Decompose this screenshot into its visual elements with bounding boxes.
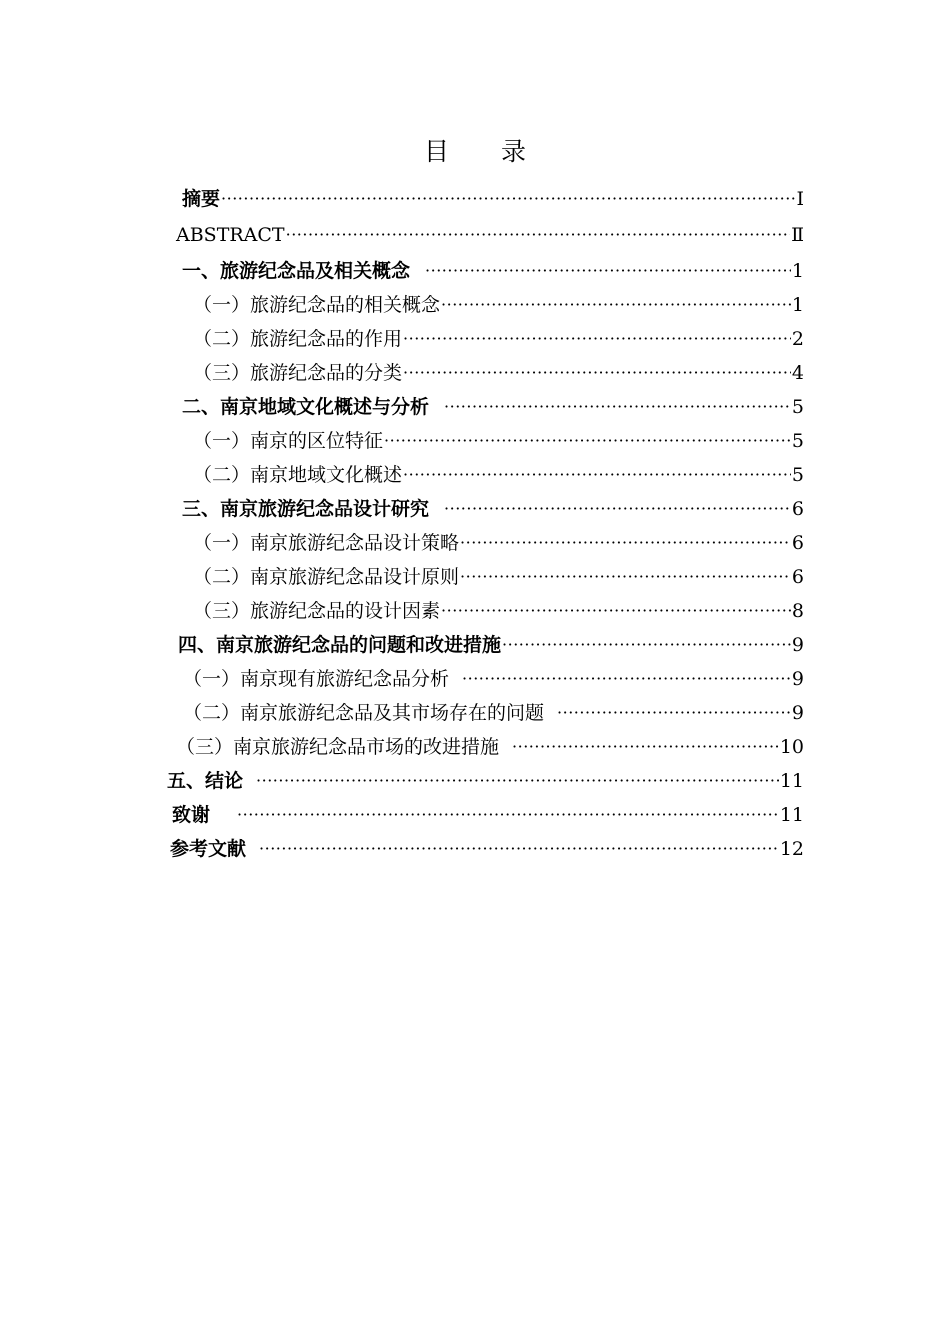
toc-entry-section-2-2[interactable] (193, 460, 804, 490)
toc-entry-section-1-1[interactable] (193, 290, 804, 320)
toc-entry-page: 9 (791, 702, 804, 724)
toc-dot-leader (502, 630, 791, 660)
toc-entry-acknowledgements[interactable] (172, 800, 804, 830)
toc-entry-section-4-1[interactable] (183, 664, 804, 694)
toc-dot-leader (384, 426, 791, 456)
toc-dot-leader (444, 494, 791, 524)
toc-entry-label: （一）南京现有旅游纪念品分析 (183, 668, 450, 690)
toc-entry-page: Ⅱ (791, 224, 804, 246)
toc-dot-leader (462, 664, 791, 694)
toc-entry-section-3-2[interactable] (193, 562, 804, 592)
toc-entry-chapter-2[interactable] (182, 392, 804, 422)
toc-dot-leader (512, 732, 779, 762)
toc-entry-label: （二）旅游纪念品的作用 (193, 328, 403, 350)
toc-dot-leader (441, 596, 791, 626)
toc-entry-page: 11 (779, 804, 804, 826)
toc-dot-leader (256, 766, 779, 796)
toc-entry-page: 10 (779, 736, 804, 758)
toc-entry-label: 二、南京地域文化概述与分析 (182, 396, 430, 418)
toc-entry-page: 6 (791, 566, 804, 588)
toc-entry-label: （二）南京旅游纪念品设计原则 (193, 566, 460, 588)
toc-dot-leader (403, 460, 791, 490)
toc-entry-label: （三）南京旅游纪念品市场的改进措施 (176, 736, 500, 758)
toc-entry-page: 6 (791, 532, 804, 554)
toc-entry-section-4-2[interactable] (183, 698, 804, 728)
toc-dot-leader (259, 834, 779, 864)
toc-entry-label: 三、南京旅游纪念品设计研究 (182, 498, 430, 520)
page-title: 目 录 (424, 137, 548, 166)
toc-entry-page: Ⅰ (796, 188, 804, 210)
toc-entry-section-3-3[interactable] (193, 596, 804, 626)
toc-entry-page: 1 (791, 294, 804, 316)
toc-entry-page: 5 (791, 396, 804, 418)
toc-entry-section-1-3[interactable] (193, 358, 804, 388)
toc-entry-page: 9 (791, 634, 804, 656)
toc-entry-page: 9 (791, 668, 804, 690)
toc-entry-chapter-5[interactable] (167, 766, 804, 796)
toc-dot-leader (441, 290, 791, 320)
toc-entry-chapter-1[interactable] (182, 256, 804, 286)
toc-entry-section-2-1[interactable] (193, 426, 804, 456)
toc-entry-section-3-1[interactable] (193, 528, 804, 558)
toc-entry-chapter-4[interactable] (178, 630, 804, 660)
toc-dot-leader (221, 184, 795, 214)
toc-entry-label: （一）南京的区位特征 (193, 430, 384, 452)
toc-dot-leader (460, 528, 791, 558)
toc-entry-label: （一）旅游纪念品的相关概念 (193, 294, 441, 316)
toc-entry-label: 致谢 (172, 804, 211, 826)
toc-entry-label: 四、南京旅游纪念品的问题和改进措施 (178, 634, 502, 656)
toc-entry-page: 12 (779, 838, 804, 860)
toc-entry-page: 11 (779, 770, 804, 792)
toc-dot-leader (237, 800, 779, 830)
toc-dot-leader (425, 256, 791, 286)
toc-entry-label: （三）旅游纪念品的分类 (193, 362, 403, 384)
toc-dot-leader (557, 698, 791, 728)
toc-entry-page: 2 (791, 328, 804, 350)
toc-entry-page: 1 (791, 260, 804, 282)
toc-entry-label: 一、旅游纪念品及相关概念 (182, 260, 411, 282)
toc-entry-label: （三）旅游纪念品的设计因素 (193, 600, 441, 622)
toc-dot-leader (444, 392, 791, 422)
toc-dot-leader (286, 220, 790, 250)
toc-entry-chapter-3[interactable] (182, 494, 804, 524)
toc-entry-abstract-cn[interactable] (182, 184, 804, 214)
toc-dot-leader (403, 324, 791, 354)
toc-entry-page: 6 (791, 498, 804, 520)
toc-entry-label: 参考文献 (170, 838, 247, 860)
toc-entry-page: 5 (791, 464, 804, 486)
toc-entry-page: 5 (791, 430, 804, 452)
toc-entry-references[interactable] (170, 834, 804, 864)
toc-entry-abstract-en[interactable] (176, 220, 804, 250)
toc-dot-leader (460, 562, 791, 592)
toc-entry-label: （二）南京地域文化概述 (193, 464, 403, 486)
toc-entry-label: ABSTRACT (176, 224, 285, 246)
toc-entry-label: 五、结论 (167, 770, 244, 792)
toc-dot-leader (403, 358, 791, 388)
toc-entry-label: （一）南京旅游纪念品设计策略 (193, 532, 460, 554)
toc-entry-page: 4 (791, 362, 804, 384)
toc-entry-section-4-3[interactable] (176, 732, 804, 762)
toc-entry-label: （二）南京旅游纪念品及其市场存在的问题 (183, 702, 545, 724)
toc-entry-section-1-2[interactable] (193, 324, 804, 354)
toc-entry-page: 8 (791, 600, 804, 622)
toc-entry-label: 摘要 (182, 188, 221, 210)
